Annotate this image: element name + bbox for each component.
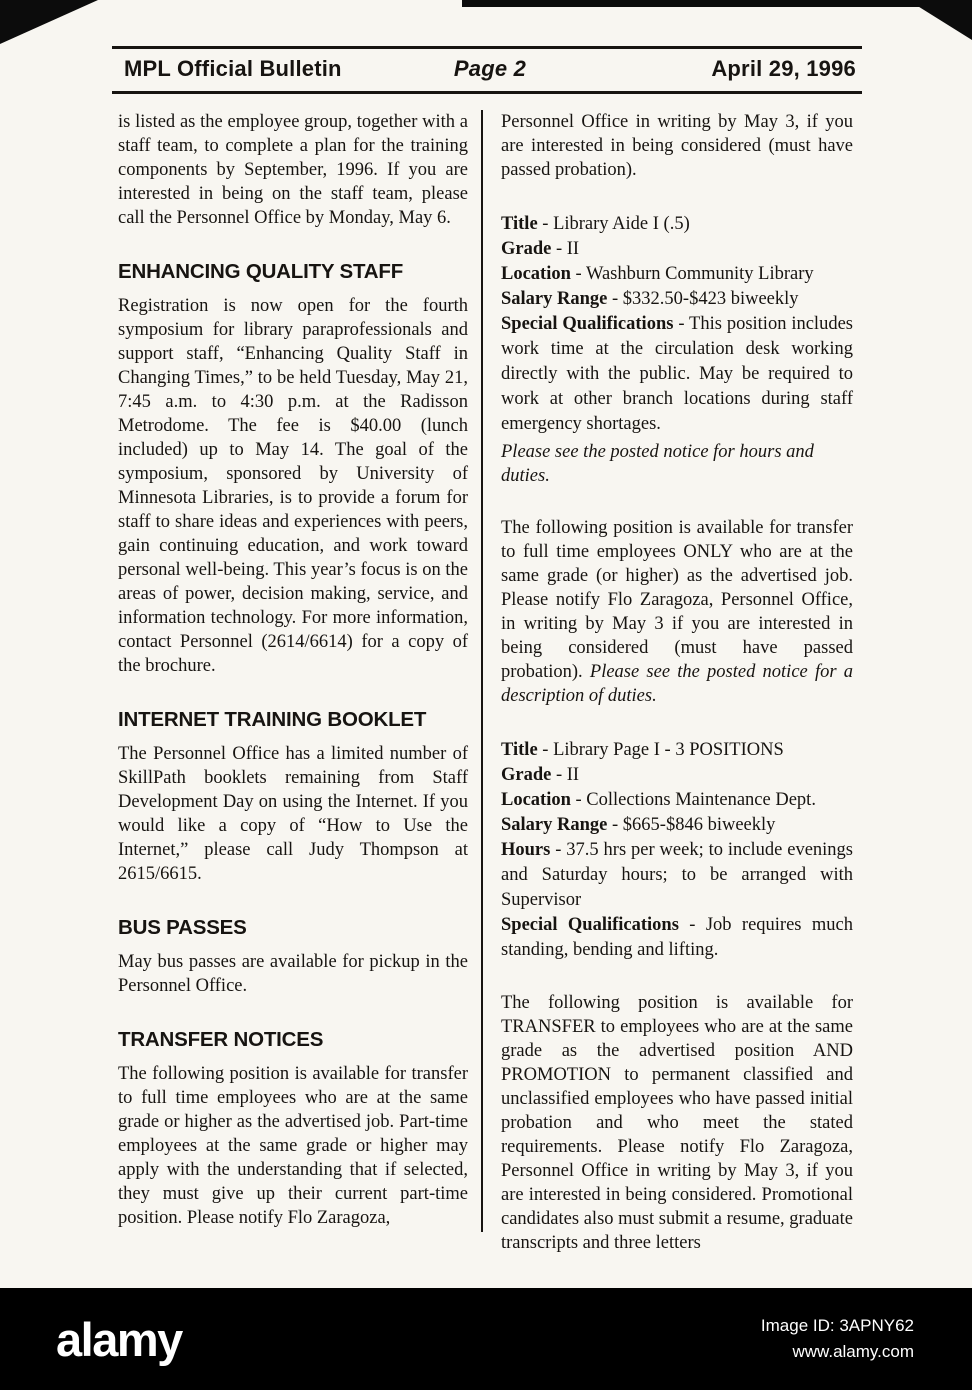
job-field-label: Salary Range [501,815,608,835]
job-field-salary-range [501,287,853,312]
two-column-body [118,110,972,1255]
job-field-value: - 37.5 hrs per week; to include evenings and Saturday hours; to be arranged with Supervisor [501,840,853,910]
job-field-hours [501,838,853,913]
job-field-value: - Library Aide I (.5) [537,214,690,234]
job-listing-library-page [501,738,853,963]
left-column [118,110,468,1230]
watermark-image-id: Image ID: 3APNY62 [760,1316,914,1335]
section-body-bus-passes: May bus passes are available for pickup in the Personnel Office. [118,952,468,996]
job-field-value: - II [551,239,580,259]
section-heading-transfer-notices: TRANSFER NOTICES [118,1028,324,1051]
bulletin-title: MPL Official Bulletin [124,56,342,81]
scan-artifact-top-left [0,0,98,44]
section-heading-internet-training-booklet: INTERNET TRAINING BOOKLET [118,708,427,731]
section-heading-enhancing-quality-staff: ENHANCING QUALITY STAFF [118,260,404,283]
job-field-salary-range [501,813,853,838]
right-column [501,110,853,1255]
job-field-label: Location [501,264,571,284]
job-field-value: - Library Page I - 3 POSITIONS [537,740,784,760]
job-field-special-qualifications [501,913,853,963]
job-field-location [501,788,853,813]
job-field-label: Grade [501,239,552,259]
page-number: Page 2 [453,56,527,81]
issue-date: April 29, 1996 [711,56,856,81]
job-field-value: - $665-$846 biweekly [607,815,776,835]
job-listing-library-aide [501,212,853,488]
job-field-value: - Washburn Community Library [570,264,814,284]
transfer-notice-continuation: Personnel Office in writing by May 3, if you are interested in being considered (must have passed probation). [501,112,853,180]
section-body-internet-training-booklet: The Personnel Office has a limited number of SkillPath booklets remaining from Staff Development Day on using the Internet. If you would like a copy of “How to Use the Internet,” please call Judy Thompson at 2615/6615. [118,744,468,884]
job-field-label: Title [501,740,538,760]
alamy-logo: alamy [56,1312,182,1366]
bulletin-masthead [112,46,862,94]
transfer-notice-text: The following position is available for transfer to full time employees ONLY who are at the same grade (or higher) as the advertised job. Please notify Flo Zaragoza, Personnel Office, in writing by May 3 if you are interested in being considered (must have passed probation). [501,518,853,682]
job-field-grade [501,237,853,262]
transfer-notice-full-time-only [501,516,853,708]
watermark-bar [0,1288,972,1390]
job-field-title [501,212,853,237]
job-field-value: - $332.50-$423 biweekly [607,289,799,309]
continuation-paragraph: is listed as the employee group, together with a staff team, to complete a plan for the training components by September, 1996. If you are interested in being on the staff team, please call the Personnel Office by Monday, May 6. [118,112,468,228]
masthead-rule-bottom [112,91,862,94]
job-field-label: Salary Range [501,289,608,309]
job-field-special-qualifications [501,312,853,437]
job-field-value: - Job requires much standing, bending and lifting. [501,915,853,960]
section-body-transfer-notices: The following position is available for transfer to full time employees who are at the same grade or higher as the advertised job. Part-time employees at the same grade or higher may apply with the understanding that if selected, they must give up their current part-time position. Please notify Flo Zaragoza, [118,1064,468,1228]
section-heading-bus-passes: BUS PASSES [118,916,247,939]
job-field-label: Hours [501,840,551,860]
job-field-location [501,262,853,287]
posted-notice-note-inline: Please see the posted notice for a description of duties. [501,662,853,706]
transfer-promotion-notice: The following position is available for TRANSFER to employees who are at the same grade as the advertised position AND PROMOTION to permanent classified and unclassified employees who have passed initial probation and who meet the stated requirements. Please notify Flo Zaragoza, Personnel Office in writing by May 3, if you are interested in being considered. Promotional candidates also must submit a resume, graduate transcripts and three letters [501,993,853,1253]
job-field-label: Special Qualifications [501,314,674,334]
job-field-value: - II [551,765,580,785]
watermark-url: www.alamy.com [792,1342,914,1361]
job-field-label: Location [501,790,571,810]
watermark-meta [761,1313,914,1365]
posted-notice-note: Please see the posted notice for hours and duties. [501,442,814,486]
job-field-value: - This position includes work time at the circulation desk working directly with the public. May be required to work at other branch locations during staff emergency shortages. [501,314,853,434]
job-field-value: - Collections Maintenance Dept. [570,790,816,810]
job-field-title [501,738,853,763]
job-field-label: Special Qualifications [501,915,679,935]
job-field-grade [501,763,853,788]
job-field-label: Title [501,214,538,234]
scan-artifact-top-line [462,0,972,7]
job-field-label: Grade [501,765,552,785]
column-divider-rule [481,110,483,1232]
section-body-enhancing-quality-staff: Registration is now open for the fourth symposium for library paraprofessionals and support staff, “Enhancing Quality Staff in Changing Times,” to be held Tuesday, May 21, 7:45 a.m. to 4:30 p.m. at the Radisson Metrodome. The fee is $40.00 (lunch included) up to May 14. The goal of the symposium, sponsored by University of Minnesota Libraries, is to provide a forum for staff to share ideas and experiences with peers, gain continuing education, and work toward personal well-being. This year’s focus is on the areas of power, decision making, service, and information technology. For more information, contact Personnel (2614/6614) for a copy of the brochure. [118,296,468,676]
